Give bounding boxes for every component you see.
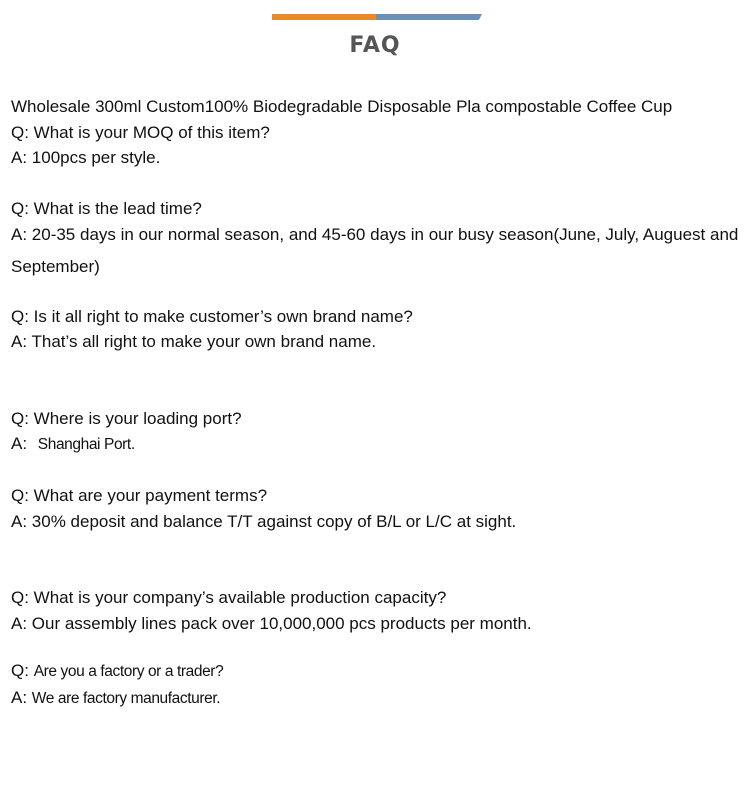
question-prefix: Q: [11, 661, 29, 680]
faq-answer-loading-port [11, 431, 746, 458]
accent-bar-blue [376, 14, 482, 20]
faq-title: FAQ [349, 33, 401, 58]
faq-question-factory-or-trader [11, 658, 746, 685]
faq-answer-factory-or-trader [11, 685, 746, 712]
question-value: Are you a factory or a trader? [33, 663, 224, 680]
spacer [11, 355, 746, 406]
faq-answer-lead-time: A: 20-35 days in our normal season, and 45-60 days in our busy season(June, July, Auguest and September) [11, 224, 739, 276]
faq-question-brand-name: Q: Is it all right to make customer’s own brand name? [11, 306, 413, 326]
faq-question-payment-terms: Q: What are your payment terms? [11, 486, 268, 505]
faq-question-moq: Q: What is your MOQ of this item? [11, 122, 270, 142]
faq-answer-payment-terms: A: 30% deposit and balance T/T against copy of B/L or L/C at sight. [11, 511, 517, 531]
answer-prefix: A: [11, 687, 28, 707]
faq-question-production-capacity: Q: What is your company’s available production capacity? [11, 588, 447, 607]
answer-value: We are factory manufacturer. [31, 689, 221, 707]
spacer [11, 636, 746, 658]
spacer [11, 171, 746, 197]
header-accent-bar [272, 14, 482, 20]
answer-prefix: A: [11, 434, 28, 453]
answer-value: Shanghai Port. [37, 436, 135, 453]
spacer [11, 458, 746, 484]
faq-answer-production-capacity: A: Our assembly lines pack over 10,000,000 pcs products per month. [11, 613, 532, 633]
product-title: Wholesale 300ml Custom100% Biodegradable Disposable Pla compostable Coffee Cup [11, 97, 673, 116]
faq-question-lead-time: Q: What is the lead time? [11, 199, 202, 218]
faq-content [11, 94, 746, 711]
faq-answer-brand-name: A: That’s all right to make your own brand name. [11, 332, 377, 351]
spacer [11, 534, 746, 585]
spacer [11, 283, 746, 304]
faq-question-loading-port: Q: Where is your loading port? [11, 408, 242, 428]
faq-header [0, 0, 750, 70]
faq-answer-moq: A: 100pcs per style. [11, 148, 161, 167]
accent-bar-orange [272, 14, 376, 20]
